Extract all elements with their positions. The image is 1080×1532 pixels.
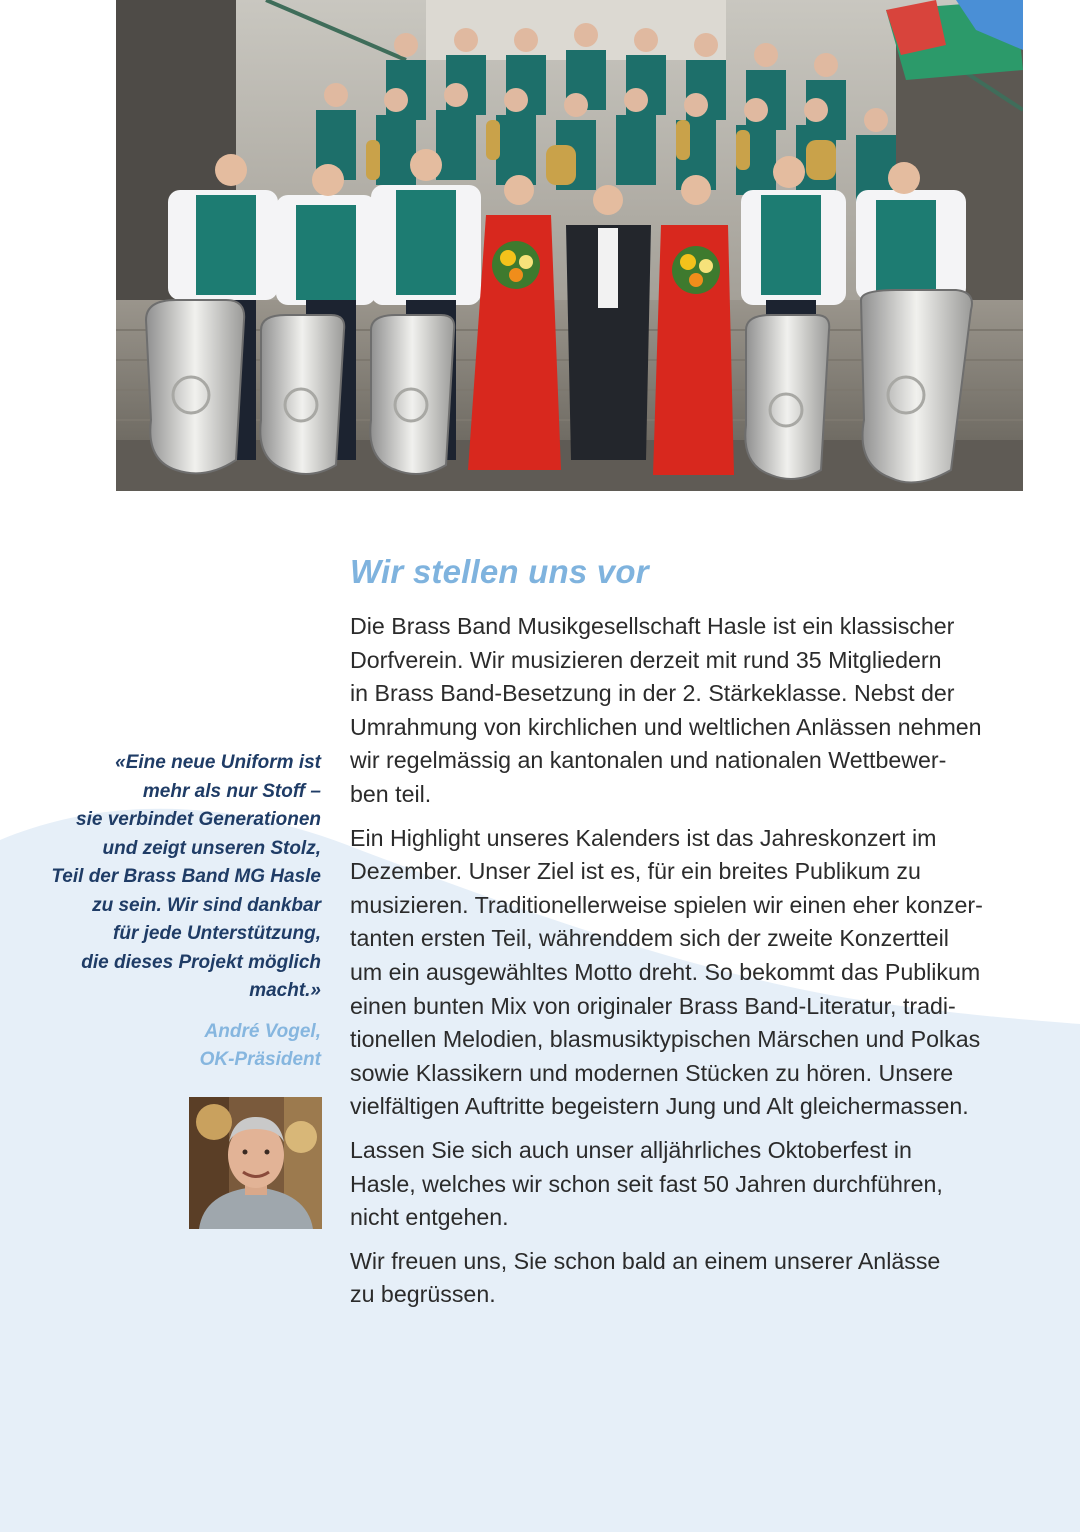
text-line: tanten ersten Teil, währenddem sich der zweite Konzertteil <box>350 925 949 952</box>
author-portrait-photo <box>189 1097 322 1229</box>
text-line: tionellen Melodien, blasmusiktypischen Märschen und Polkas <box>350 1026 981 1053</box>
text-line: Wir freuen uns, Sie schon bald an einem unserer Anlässe <box>350 1247 941 1274</box>
text-line: ben teil. <box>350 780 432 807</box>
text-line: Hasle, welches wir schon seit fast 50 Jahren durchführen, <box>350 1170 943 1197</box>
paragraph-2 <box>350 822 1030 1124</box>
text-line: Umrahmung von kirchlichen und weltlichen Anlässen nehmen <box>350 713 982 740</box>
quote-author <box>60 1018 321 1074</box>
quote-line: macht.» <box>249 980 321 1001</box>
text-line: zu begrüssen. <box>350 1281 496 1308</box>
text-line: Dorfverein. Wir musizieren derzeit mit rund 35 Mitgliedern <box>350 646 942 673</box>
text-line: Die Brass Band Musikgesellschaft Hasle ist ein klassischer <box>350 613 955 639</box>
text-line: einen bunten Mix von originaler Brass Band-Literatur, tradi- <box>350 992 956 1019</box>
paragraph-1 <box>350 610 1030 812</box>
author-name: André Vogel, <box>204 1021 321 1042</box>
text-line: musizieren. Traditionellerweise spielen wir einen eher konzer- <box>350 891 983 918</box>
intro-body-text <box>350 610 1030 1322</box>
text-line: Lassen Sie sich auch unser alljährliches Oktoberfest in <box>350 1136 912 1163</box>
quote-line: die dieses Projekt möglich <box>81 951 321 973</box>
quote-line: mehr als nur Stoff – <box>142 780 321 802</box>
section-heading: Wir stellen uns vor <box>350 553 649 590</box>
text-line: um ein ausgewähltes Motto dreht. So bekommt das Publikum <box>350 958 981 985</box>
text-line: vielfältigen Auftritte begeistern Jung und Alt gleichermassen. <box>350 1093 969 1120</box>
paragraph-4 <box>350 1245 1030 1312</box>
quote-line: und zeigt unseren Stolz, <box>102 837 321 859</box>
quote-line: zu sein. Wir sind dankbar <box>92 894 321 916</box>
text-line: wir regelmässig an kantonalen und nationalen Wettbewer- <box>350 747 947 774</box>
paragraph-3 <box>350 1134 1030 1235</box>
author-role: OK-Präsident <box>199 1049 321 1070</box>
quote-line: sie verbindet Generationen <box>76 809 321 830</box>
text-line: Ein Highlight unseres Kalenders ist das Jahreskonzert im <box>350 824 937 851</box>
text-line: sowie Klassikern und modernen Stücken zu hören. Unsere <box>350 1059 954 1086</box>
quote-line: Teil der Brass Band MG Hasle <box>51 866 321 887</box>
text-line: Dezember. Unser Ziel ist es, für ein breites Publikum zu <box>350 858 921 885</box>
text-line: nicht entgehen. <box>350 1204 509 1231</box>
quote-line: «Eine neue Uniform ist <box>115 752 321 773</box>
text-line: in Brass Band-Besetzung in der 2. Stärkeklasse. Nebst der <box>350 680 955 707</box>
pull-quote <box>20 749 321 1006</box>
quote-line: für jede Unterstützung, <box>113 923 321 944</box>
band-group-photo <box>116 0 1023 491</box>
